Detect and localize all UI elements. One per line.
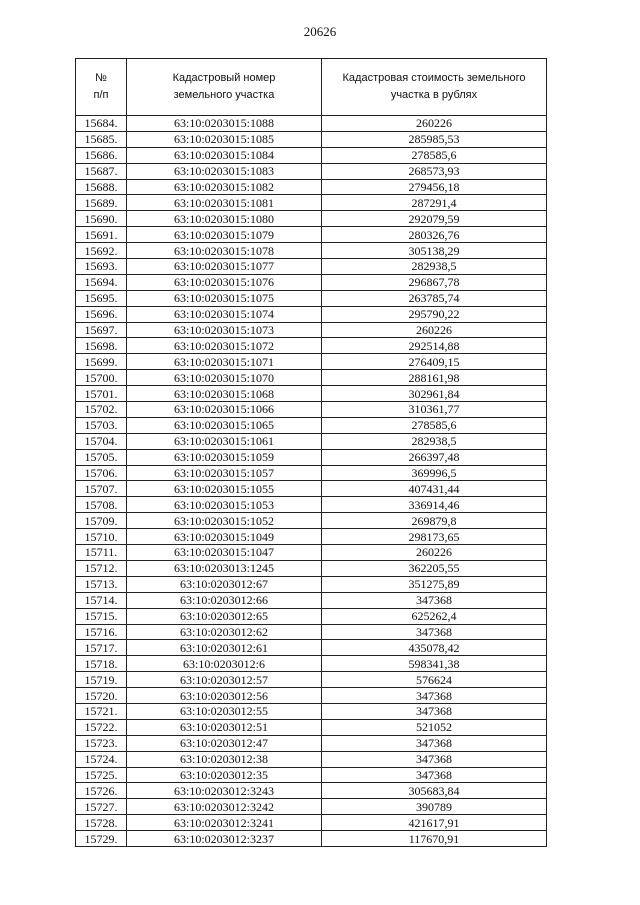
cell-number: 15714. xyxy=(76,592,127,608)
table-row xyxy=(76,592,547,608)
cell-cadastral-number: 63:10:0203015:1053 xyxy=(127,497,322,513)
cell-cadastral-value: 269879,8 xyxy=(322,513,547,529)
table-row xyxy=(76,131,547,147)
cell-cadastral-value: 347368 xyxy=(322,592,547,608)
cell-cadastral-value: 347368 xyxy=(322,751,547,767)
cell-cadastral-number: 63:10:0203012:51 xyxy=(127,719,322,735)
table-row xyxy=(76,433,547,449)
cell-cadastral-number: 63:10:0203015:1052 xyxy=(127,513,322,529)
cell-cadastral-number: 63:10:0203012:65 xyxy=(127,608,322,624)
table-row xyxy=(76,417,547,433)
table-row xyxy=(76,338,547,354)
cell-cadastral-value: 435078,42 xyxy=(322,640,547,656)
cell-cadastral-value: 298173,65 xyxy=(322,529,547,545)
table-row xyxy=(76,513,547,529)
cell-cadastral-value: 292514,88 xyxy=(322,338,547,354)
cell-number: 15694. xyxy=(76,274,127,290)
cell-cadastral-value: 576624 xyxy=(322,672,547,688)
table-row xyxy=(76,688,547,704)
cell-number: 15692. xyxy=(76,243,127,259)
cell-cadastral-value: 625262,4 xyxy=(322,608,547,624)
cell-cadastral-value: 598341,38 xyxy=(322,656,547,672)
table-row xyxy=(76,815,547,831)
cell-number: 15685. xyxy=(76,131,127,147)
cell-cadastral-number: 63:10:0203012:47 xyxy=(127,735,322,751)
cell-number: 15707. xyxy=(76,481,127,497)
cell-cadastral-value: 336914,46 xyxy=(322,497,547,513)
cell-number: 15719. xyxy=(76,672,127,688)
table-row xyxy=(76,370,547,386)
cell-cadastral-number: 63:10:0203012:38 xyxy=(127,751,322,767)
table-row xyxy=(76,545,547,561)
cell-cadastral-number: 63:10:0203012:3237 xyxy=(127,831,322,847)
cell-cadastral-value: 521052 xyxy=(322,719,547,735)
cell-cadastral-value: 282938,5 xyxy=(322,433,547,449)
cell-number: 15695. xyxy=(76,290,127,306)
cell-cadastral-number: 63:10:0203015:1074 xyxy=(127,306,322,322)
table-row xyxy=(76,243,547,259)
cell-cadastral-number: 63:10:0203012:35 xyxy=(127,767,322,783)
cell-cadastral-value: 268573,93 xyxy=(322,163,547,179)
cell-cadastral-value: 310361,77 xyxy=(322,402,547,418)
cell-number: 15720. xyxy=(76,688,127,704)
table-row xyxy=(76,560,547,576)
cell-number: 15691. xyxy=(76,227,127,243)
cell-number: 15698. xyxy=(76,338,127,354)
cell-cadastral-number: 63:10:0203015:1066 xyxy=(127,402,322,418)
table-row xyxy=(76,831,547,847)
cell-number: 15726. xyxy=(76,783,127,799)
table-row xyxy=(76,751,547,767)
cell-number: 15701. xyxy=(76,386,127,402)
cell-number: 15716. xyxy=(76,624,127,640)
cell-cadastral-value: 347368 xyxy=(322,767,547,783)
cell-cadastral-number: 63:10:0203015:1068 xyxy=(127,386,322,402)
cell-cadastral-number: 63:10:0203012:56 xyxy=(127,688,322,704)
table-row xyxy=(76,624,547,640)
cell-number: 15713. xyxy=(76,576,127,592)
cell-number: 15702. xyxy=(76,402,127,418)
cell-cadastral-value: 296867,78 xyxy=(322,274,547,290)
table-row xyxy=(76,322,547,338)
cell-cadastral-number: 63:10:0203015:1083 xyxy=(127,163,322,179)
cell-cadastral-value: 260226 xyxy=(322,545,547,561)
table-row xyxy=(76,783,547,799)
table-row xyxy=(76,576,547,592)
table-row xyxy=(76,719,547,735)
cell-cadastral-number: 63:10:0203012:3241 xyxy=(127,815,322,831)
cell-number: 15723. xyxy=(76,735,127,751)
cell-cadastral-number: 63:10:0203015:1065 xyxy=(127,417,322,433)
cell-cadastral-value: 407431,44 xyxy=(322,481,547,497)
cell-cadastral-number: 63:10:0203012:3242 xyxy=(127,799,322,815)
cell-cadastral-number: 63:10:0203015:1079 xyxy=(127,227,322,243)
cell-cadastral-number: 63:10:0203012:67 xyxy=(127,576,322,592)
table-row xyxy=(76,386,547,402)
cell-cadastral-number: 63:10:0203012:55 xyxy=(127,703,322,719)
cell-number: 15696. xyxy=(76,306,127,322)
cell-number: 15710. xyxy=(76,529,127,545)
table-row xyxy=(76,259,547,275)
table-row xyxy=(76,195,547,211)
cell-cadastral-value: 390789 xyxy=(322,799,547,815)
cell-cadastral-number: 63:10:0203015:1076 xyxy=(127,274,322,290)
cell-number: 15728. xyxy=(76,815,127,831)
cell-cadastral-value: 263785,74 xyxy=(322,290,547,306)
cell-cadastral-number: 63:10:0203015:1055 xyxy=(127,481,322,497)
table-row xyxy=(76,767,547,783)
cadastral-value-table xyxy=(75,58,547,847)
cell-number: 15690. xyxy=(76,211,127,227)
table-row xyxy=(76,497,547,513)
cell-cadastral-number: 63:10:0203015:1059 xyxy=(127,449,322,465)
header-cadastral-number: Кадастровый номер земельного участка xyxy=(127,59,322,116)
cell-number: 15708. xyxy=(76,497,127,513)
cell-number: 15712. xyxy=(76,560,127,576)
table-row xyxy=(76,656,547,672)
cell-cadastral-value: 279456,18 xyxy=(322,179,547,195)
cell-cadastral-number: 63:10:0203015:1084 xyxy=(127,147,322,163)
cell-cadastral-value: 280326,76 xyxy=(322,227,547,243)
cell-cadastral-number: 63:10:0203012:66 xyxy=(127,592,322,608)
cell-number: 15725. xyxy=(76,767,127,783)
cell-number: 15703. xyxy=(76,417,127,433)
table-row xyxy=(76,147,547,163)
cell-cadastral-number: 63:10:0203012:61 xyxy=(127,640,322,656)
cell-cadastral-number: 63:10:0203015:1073 xyxy=(127,322,322,338)
cell-number: 15689. xyxy=(76,195,127,211)
cell-number: 15718. xyxy=(76,656,127,672)
cell-cadastral-number: 63:10:0203015:1085 xyxy=(127,131,322,147)
table-row xyxy=(76,481,547,497)
cell-number: 15688. xyxy=(76,179,127,195)
cell-cadastral-value: 278585,6 xyxy=(322,147,547,163)
table-row xyxy=(76,608,547,624)
cell-cadastral-number: 63:10:0203015:1049 xyxy=(127,529,322,545)
page-number: 20626 xyxy=(303,24,337,39)
cell-cadastral-value: 288161,98 xyxy=(322,370,547,386)
cell-cadastral-value: 292079,59 xyxy=(322,211,547,227)
cell-number: 15686. xyxy=(76,147,127,163)
cell-cadastral-number: 63:10:0203015:1082 xyxy=(127,179,322,195)
cell-cadastral-value: 305138,29 xyxy=(322,243,547,259)
cell-cadastral-number: 63:10:0203013:1245 xyxy=(127,560,322,576)
cell-cadastral-value: 260226 xyxy=(322,322,547,338)
table-row xyxy=(76,306,547,322)
cell-cadastral-value: 362205,55 xyxy=(322,560,547,576)
table-row xyxy=(76,116,547,132)
table-row xyxy=(76,402,547,418)
table-body xyxy=(76,116,547,847)
cell-cadastral-value: 369996,5 xyxy=(322,465,547,481)
cell-cadastral-value: 302961,84 xyxy=(322,386,547,402)
table-row xyxy=(76,290,547,306)
cell-cadastral-value: 295790,22 xyxy=(322,306,547,322)
cell-cadastral-value: 351275,89 xyxy=(322,576,547,592)
cell-cadastral-value: 347368 xyxy=(322,624,547,640)
cell-cadastral-number: 63:10:0203015:1075 xyxy=(127,290,322,306)
table-row xyxy=(76,227,547,243)
cell-number: 15687. xyxy=(76,163,127,179)
cell-cadastral-number: 63:10:0203015:1047 xyxy=(127,545,322,561)
table-header-row xyxy=(76,59,547,116)
table-row xyxy=(76,640,547,656)
table-row xyxy=(76,735,547,751)
cell-cadastral-number: 63:10:0203012:6 xyxy=(127,656,322,672)
cell-number: 15700. xyxy=(76,370,127,386)
table-row xyxy=(76,211,547,227)
cell-number: 15722. xyxy=(76,719,127,735)
cell-number: 15711. xyxy=(76,545,127,561)
cell-cadastral-number: 63:10:0203015:1057 xyxy=(127,465,322,481)
cell-number: 15721. xyxy=(76,703,127,719)
table-row xyxy=(76,672,547,688)
table-row xyxy=(76,163,547,179)
cell-number: 15704. xyxy=(76,433,127,449)
cell-number: 15724. xyxy=(76,751,127,767)
cell-number: 15693. xyxy=(76,259,127,275)
table-row xyxy=(76,274,547,290)
cell-number: 15697. xyxy=(76,322,127,338)
table-row xyxy=(76,354,547,370)
cell-cadastral-value: 347368 xyxy=(322,703,547,719)
cell-number: 15705. xyxy=(76,449,127,465)
cell-cadastral-value: 117670,91 xyxy=(322,831,547,847)
cell-number: 15706. xyxy=(76,465,127,481)
table-row xyxy=(76,703,547,719)
cell-cadastral-value: 278585,6 xyxy=(322,417,547,433)
table-row xyxy=(76,799,547,815)
cell-cadastral-value: 276409,15 xyxy=(322,354,547,370)
cell-cadastral-value: 421617,91 xyxy=(322,815,547,831)
cell-cadastral-value: 287291,4 xyxy=(322,195,547,211)
cell-cadastral-value: 347368 xyxy=(322,688,547,704)
header-number: № п/п xyxy=(76,59,127,116)
cell-number: 15709. xyxy=(76,513,127,529)
cell-number: 15717. xyxy=(76,640,127,656)
cell-cadastral-number: 63:10:0203012:62 xyxy=(127,624,322,640)
table-row xyxy=(76,529,547,545)
cell-cadastral-number: 63:10:0203015:1070 xyxy=(127,370,322,386)
cell-cadastral-number: 63:10:0203012:57 xyxy=(127,672,322,688)
cell-cadastral-value: 266397,48 xyxy=(322,449,547,465)
cell-number: 15684. xyxy=(76,116,127,132)
cell-number: 15727. xyxy=(76,799,127,815)
cell-number: 15699. xyxy=(76,354,127,370)
table-row xyxy=(76,179,547,195)
header-cadastral-value: Кадастровая стоимость земельного участка в рублях xyxy=(322,59,547,116)
cell-cadastral-number: 63:10:0203015:1088 xyxy=(127,116,322,132)
cell-cadastral-number: 63:10:0203015:1077 xyxy=(127,259,322,275)
cell-cadastral-value: 285985,53 xyxy=(322,131,547,147)
cell-cadastral-value: 282938,5 xyxy=(322,259,547,275)
cell-cadastral-number: 63:10:0203015:1071 xyxy=(127,354,322,370)
table-row xyxy=(76,465,547,481)
cell-cadastral-number: 63:10:0203015:1080 xyxy=(127,211,322,227)
cell-number: 15715. xyxy=(76,608,127,624)
table-row xyxy=(76,449,547,465)
cell-cadastral-number: 63:10:0203015:1081 xyxy=(127,195,322,211)
cell-cadastral-number: 63:10:0203015:1072 xyxy=(127,338,322,354)
cell-cadastral-number: 63:10:0203015:1061 xyxy=(127,433,322,449)
cell-cadastral-number: 63:10:0203012:3243 xyxy=(127,783,322,799)
cell-cadastral-value: 347368 xyxy=(322,735,547,751)
cell-number: 15729. xyxy=(76,831,127,847)
cell-cadastral-value: 260226 xyxy=(322,116,547,132)
cell-cadastral-value: 305683,84 xyxy=(322,783,547,799)
cell-cadastral-number: 63:10:0203015:1078 xyxy=(127,243,322,259)
